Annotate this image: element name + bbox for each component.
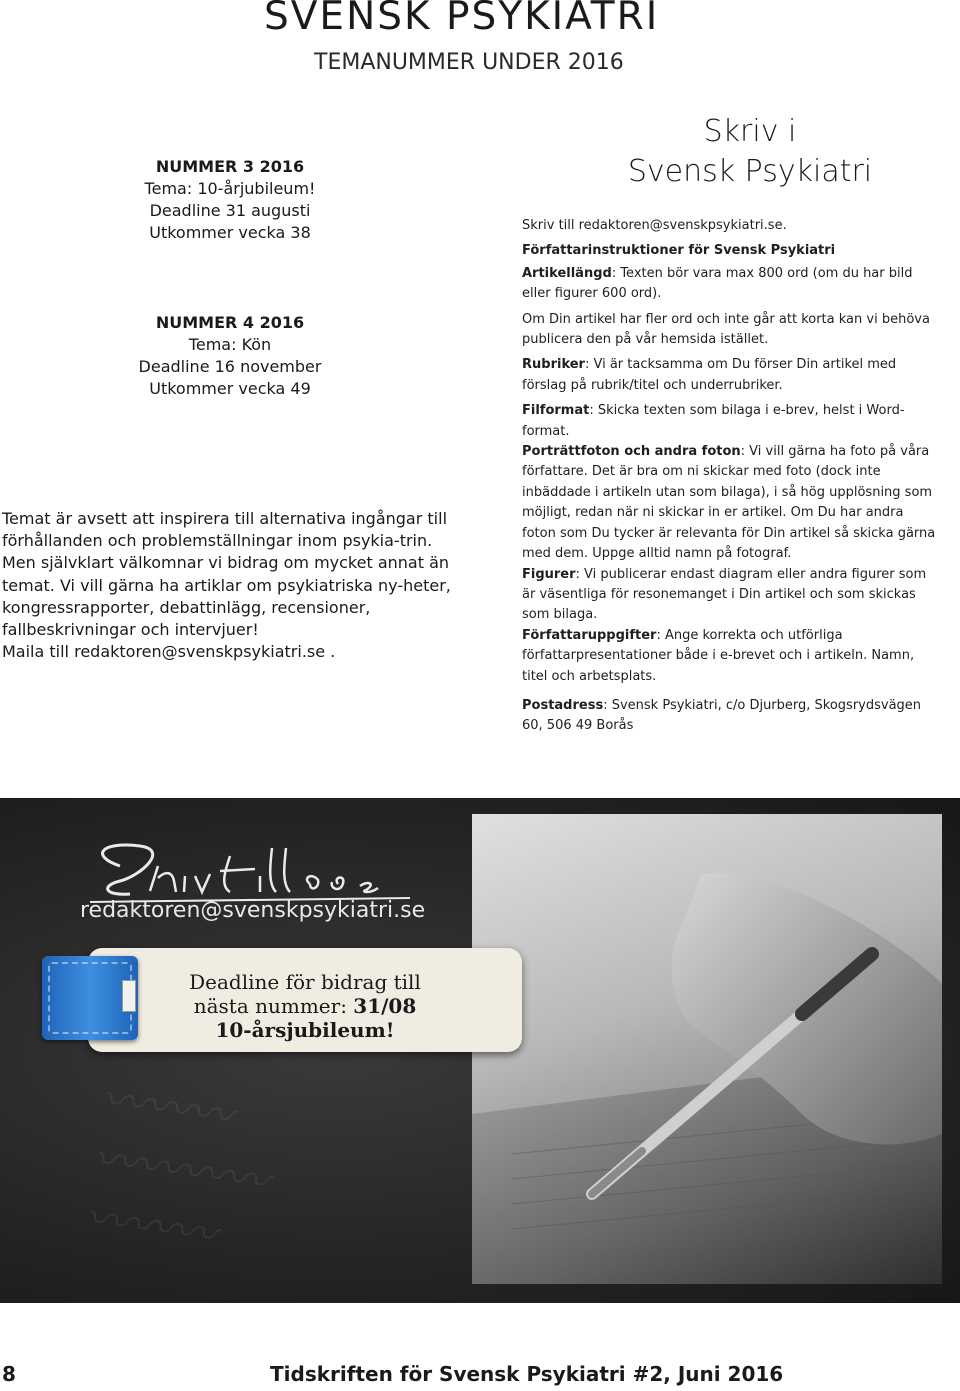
issue-number: NUMMER 3 2016 bbox=[155, 157, 305, 176]
intro-mail-line: Maila till redaktoren@svenskpsykiatri.se . bbox=[2, 642, 336, 662]
issue-theme: Tema: Kön bbox=[188, 335, 272, 354]
issue-publish: Utkommer vecka 38 bbox=[149, 223, 311, 242]
issue-deadline: Deadline 16 november bbox=[138, 357, 322, 376]
skriv-heading-line: Svensk Psykiatri bbox=[627, 154, 873, 189]
instr-item bbox=[522, 696, 940, 737]
skriv-heading bbox=[600, 112, 900, 192]
issue-publish: Utkommer vecka 49 bbox=[149, 379, 311, 398]
instr-item bbox=[522, 626, 940, 687]
intro-paragraph: Temat är avsett att inspirera till alternativa ingångar till förhållanden och problemställningar inom psykia-trin. bbox=[2, 509, 448, 551]
instr-label: Figurer bbox=[522, 566, 576, 582]
note-line-jubilee: 10-årsjubileum! bbox=[215, 1018, 395, 1042]
instr-text: : Vi publicerar endast diagram eller andra figurer som är väsentliga för resonemanget i Din artikel och som skickas som bilaga. bbox=[522, 566, 927, 623]
instr-text: : Vi är tacksamma om Du förser Din artikel med förslag på rubrik/titel och underrubriker. bbox=[522, 357, 897, 393]
instr-label: Filformat bbox=[522, 403, 590, 419]
masthead-title: SVENSK PSYKIATRI bbox=[264, 0, 660, 39]
hand-writing-photo bbox=[472, 814, 942, 1284]
instr-text: : Ange korrekta och utförliga författarpresentationer både i e-brevet och i artikeln. Namn, titel och arbetsplats. bbox=[522, 627, 915, 684]
write-to-us-banner bbox=[0, 798, 960, 1303]
note-deadline-date: 31/08 bbox=[353, 994, 417, 1018]
instr-text: Om Din artikel har fler ord och inte går att korta kan vi behöva publicera den på vår hemsida istället. bbox=[522, 311, 930, 348]
instr-item bbox=[522, 355, 940, 396]
author-instructions bbox=[522, 216, 940, 742]
intro-text bbox=[2, 508, 454, 663]
instr-item bbox=[522, 310, 940, 351]
note-line-prefix: nästa nummer: bbox=[193, 994, 354, 1018]
issue-theme: Tema: 10-årjubileum! bbox=[144, 179, 316, 198]
deadline-note-text bbox=[88, 970, 522, 1042]
instr-item bbox=[522, 442, 940, 564]
instr-label: Postadress bbox=[522, 697, 604, 713]
issue-block-4 bbox=[60, 312, 400, 400]
note-line: Deadline för bidrag till bbox=[189, 970, 421, 994]
note-line bbox=[88, 994, 522, 1018]
instr-item bbox=[522, 565, 940, 626]
instr-text: : Vi vill gärna ha foto på våra författare. Det är bra om ni skickar med foto (dock inte inbäddade i artikeln utan som bilaga), i så hög upplösning som möjligt, redan när ni skickar in er artikel. Om Du har andra foton som Du tycker är relevanta för Din artikel så skicka gärna med dem. Uppge alltid namn på fotograf. bbox=[522, 444, 936, 562]
instr-label: Författaruppgifter bbox=[522, 627, 657, 643]
instr-item bbox=[522, 401, 940, 442]
banner-email: redaktoren@svenskpsykiatri.se bbox=[80, 898, 426, 923]
publication-footer: Tidskriften för Svensk Psykiatri #2, Juni 2016 bbox=[270, 1362, 784, 1386]
masthead-subtitle: TEMANUMMER UNDER 2016 bbox=[314, 50, 624, 75]
pen-hand-illustration bbox=[472, 814, 942, 1284]
instr-text: : Texten bör vara max 800 ord (om du har bild eller figurer 600 ord). bbox=[522, 265, 913, 302]
instr-email-line: Skriv till redaktoren@svenskpsykiatri.se. bbox=[522, 218, 787, 233]
instr-label: Artikellängd bbox=[522, 265, 612, 281]
page-number: 8 bbox=[2, 1362, 16, 1386]
instr-label: Rubriker bbox=[522, 357, 585, 373]
instr-label: Porträttfoton och andra foton bbox=[522, 444, 741, 460]
instr-text: : Skicka texten som bilaga i e-brev, helst i Word-format. bbox=[522, 403, 905, 439]
instr-text: : Svensk Psykiatri, c/o Djurberg, Skogsrydsvägen 60, 506 49 Borås bbox=[522, 697, 922, 734]
issue-block-3 bbox=[60, 156, 400, 244]
issue-deadline: Deadline 31 augusti bbox=[149, 201, 311, 220]
intro-paragraph: Men självklart välkomnar vi bidrag om mycket annat än temat. Vi vill gärna ha artiklar om psykiatriska ny-heter, kongressrapporter, debattinlägg, recensioner, fallbeskrivningar och intervjuer! bbox=[2, 553, 451, 640]
background-handwriting-texture: 〰〰〰 〰〰〰〰 〰〰〰 bbox=[81, 1073, 272, 1262]
instr-title: Författarinstruktioner för Svensk Psykiatri bbox=[522, 243, 836, 259]
instr-item bbox=[522, 264, 940, 305]
issue-number: NUMMER 4 2016 bbox=[155, 313, 305, 332]
skriv-heading-line: Skriv i bbox=[703, 114, 797, 149]
